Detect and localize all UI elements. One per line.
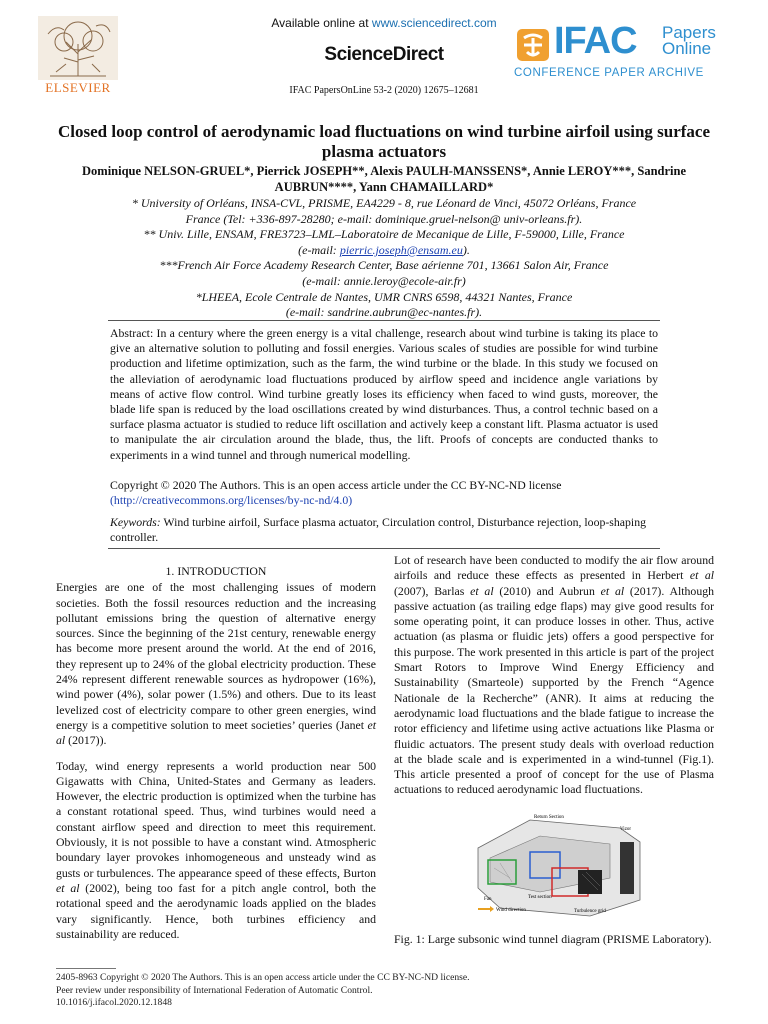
rp1-b: (2007), Barlas (394, 583, 471, 598)
label-test-section: Test section (528, 895, 552, 900)
sciencedirect-link[interactable]: www.sciencedirect.com (371, 16, 497, 30)
affiliation-2-contact (60, 243, 708, 259)
label-vizor: Vizor (620, 827, 632, 832)
wind-tunnel-figure (470, 808, 650, 922)
footer-doi: 10.1016/j.ifacol.2020.12.1848 (56, 997, 172, 1008)
paper-title: Closed loop control of aerodynamic load fluctuations on wind turbine airfoil using surface plasma actuators (57, 122, 711, 161)
sciencedirect-wordmark: ScienceDirect (324, 44, 444, 65)
p1-etal: et al (56, 717, 376, 748)
keywords (110, 515, 658, 545)
p1-text: Energies are one of the most challenging issues of modern societies. Both the fossil resources reduction and the increasing pollutant emissions bring the question of alternative energy sources. Since the beginning of the 21st century, renewable energy has become more present around the world. At the end of 2016, they represent up to 24% of the global electricity production. These 24% represent different renewable sources as hydropower (16%), wind power (4%), solar power (1.5%) and others. Due to its least levelized cost of electricity compare to other green energies, wind energy is a competitive solution to meet societies’ queries (Janet (56, 580, 376, 732)
keywords-label: Keywords: (110, 515, 161, 529)
p2-etal: et al (56, 880, 80, 895)
p2-text: Today, wind energy represents a world production near 500 Gigawatts with China, United-States and Germany as leaders. However, the electric production is optimized when the turbine has a constant rotational speed. Thus, wind turbines would need a constant airflow speed and direction to meet this requirement. Obviously, it is not possible to have a constant wind. Atmospheric boundary layer provokes inhomogeneous and unsteady wind as gusts or turbulences. The appearance speed of these effects, Burton (56, 758, 376, 880)
footer-issn: 2405-8963 Copyright © 2020 The Authors. This is an open access article under the CC BY-NC-ND license. (56, 972, 470, 983)
affiliations (60, 196, 708, 321)
ifac-papers: Papers (662, 23, 716, 42)
conference-paper-archive: CONFERENCE PAPER ARCHIVE (514, 67, 704, 79)
affiliation-3: ***French Air Force Academy Research Center, Base aérienne 701, 13661 Salon Air, France (159, 258, 609, 273)
left-column (56, 564, 376, 952)
affiliation-3-contact: (e-mail: annie.leroy@ecole-air.fr) (302, 273, 466, 288)
copyright-notice (110, 478, 658, 508)
rp1-d: (2017). Although passive actuation (as trailing edge flaps) may give good results for some operating point, it can produce losses in other. Thus, active actuation (as plasma or fluidic jets) offers a good perspective for this purpose. The work presented in this article is part of the project Smart Rotors to Improve Wind Energy Efficiency and Sustainability (Smarteole) supported by the French “Agence Nationale de la Recherche” (ANR). It aims at reducing the aerodynamic load fluctuations and the blade fatigue to increase the rotor efficiency and lifetime using active actuations like Plasma or fluidic actuators. The present study deals with overload reduction at the blade scale and is experimented in a wind-tunnel (Fig.1). This article presented a proof of concept for the use of Plasma actuations to reduced aerodynamic load fluctuations. (394, 583, 715, 797)
rp1-a: Lot of research have been conducted to modify the air flow around airfoils and reduce these effects as presented in Herbert (394, 553, 714, 583)
rp1-c: (2010) and Aubrun (493, 583, 601, 598)
label-wind-direction: Wind direction (496, 908, 526, 913)
abstract-top-rule (108, 320, 660, 321)
ifac-emblem-icon (516, 28, 550, 62)
elsevier-wordmark: ELSEVIER (45, 80, 111, 95)
email-link[interactable]: pierric.joseph@ensam.eu (339, 242, 463, 257)
affiliation-1: * University of Orléans, INSA-CVL, PRISME, EA4229 - 8, rue Léonard de Vinci, 45072 Orléans, France (131, 196, 637, 210)
right-paragraph-1 (394, 553, 714, 798)
rp1-etal-2: et al (470, 583, 494, 598)
affiliation-4: *LHEEA, Ecole Centrale de Nantes, UMR CNRS 6598, 44321 Nantes, France (195, 289, 573, 304)
p2-text-end: (2002), being too fast for a pitch angle control, both the rotational speed and the aerodynamic loads applied on the blades vary significantly. Hence, both turbines efficiency and sustainability are reduced. (56, 880, 376, 941)
footer-peer-review: Peer review under responsibility of International Federation of Automatic Control. (56, 984, 373, 996)
rp1-etal-1: et al (689, 568, 714, 583)
license-link[interactable]: (http://creativecommons.org/licenses/by-nc-nd/4.0) (110, 493, 353, 507)
author-list: Dominique NELSON-GRUEL*, Pierrick JOSEPH**, Alexis PAULH-MANSSENS*, Annie LEROY***, Sandrine AUBRUN****, Yann CHAMAILLARD* (82, 164, 686, 194)
abstract-bottom-rule (108, 548, 660, 549)
affiliation-4-contact: (e-mail: sandrine.aubrun@ec-nantes.fr). (285, 305, 483, 320)
figure-caption: Fig. 1: Large subsonic wind tunnel diagram (PRISME Laboratory). (394, 932, 712, 946)
label-turbulence-grid: Turbulence grid (574, 909, 606, 914)
footer-rule (56, 968, 116, 969)
journal-reference: IFAC PapersOnLine 53-2 (2020) 12675–12681 (289, 85, 479, 96)
section-heading: 1. INTRODUCTION (165, 564, 267, 578)
abstract: Abstract: In a century where the green energy is a vital challenge, research about wind turbine is taking its place to give an alternative solution to polluting and fossil energies. Various scales of studies are possible for wind turbine production and lifetime optimization, such as the farm, the wind turbine or the blade. In this study we focused on the alleviation of aerodynamic load fluctuations produced by airflow speed and incidence angle variations by means of active flow control. Wind turbine greatly loses its efficiency when faced to wind gusts, moreover, the blade life span is reduced by the load oscillations created by wind disturbances. Thus, a control technic based on a surface plasma actuator is studied to reduce lift oscillation and actively keep a constant lift. Plasma actuator is used to manipulate the air circulation around the blade, thus, the lift. Proofs of concepts are conducted thanks to experiments in a wind tunnel and through numerical modelling. (110, 326, 658, 462)
intro-paragraph-1 (56, 580, 376, 748)
vizor-block (620, 842, 634, 894)
available-prefix: Available online at (271, 16, 372, 30)
keywords-text: Wind turbine airfoil, Surface plasma actuator, Circulation control, Disturbance rejection, loop-shaping controller. (110, 515, 646, 544)
a2-suffix: ). (462, 242, 470, 257)
right-column (394, 553, 714, 808)
ifac-wordmark: IFAC (554, 20, 637, 62)
p1-text-end: (2017)). (65, 733, 107, 748)
affiliation-2: ** Univ. Lille, ENSAM, FRE3723–LML–Laboratoire de Mecanique de Lille, F-59000, Lille, France (143, 227, 625, 242)
intro-paragraph-2 (56, 759, 376, 943)
label-return-section: Return Section (534, 815, 564, 820)
affiliation-1-contact: France (Tel: +336-897-28280; e-mail: dominique.gruel-nelson@ univ-orleans.fr). (185, 211, 583, 226)
ifac-papers-online (662, 25, 716, 57)
ifac-online: Online (662, 39, 712, 58)
label-fan: Fan (484, 897, 492, 902)
a2-prefix: (e-mail: (298, 242, 340, 257)
footer (56, 972, 716, 1010)
rp1-etal-3: et al (600, 583, 625, 598)
copyright-text: Copyright © 2020 The Authors. This is an open access article under the CC BY-NC-ND license (110, 478, 562, 492)
